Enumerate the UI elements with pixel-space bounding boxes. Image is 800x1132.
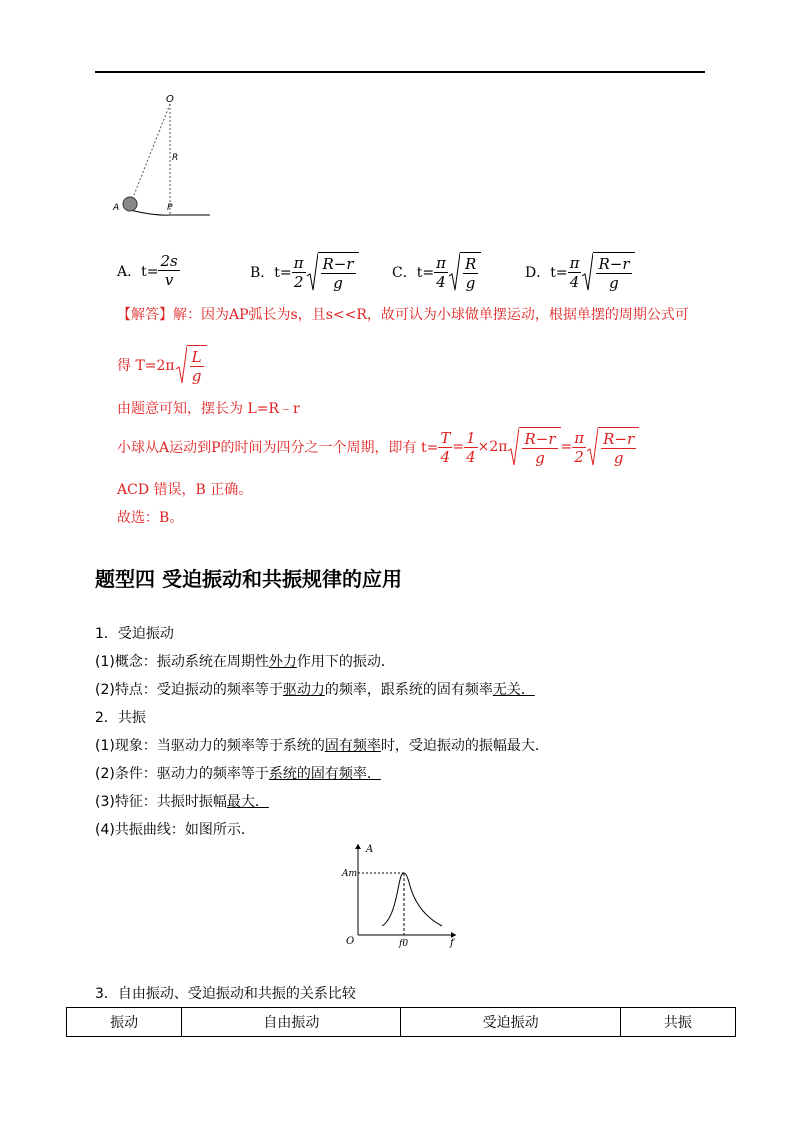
item-1: 1．受迫振动 <box>95 626 174 642</box>
option-c-label: C．t= <box>392 265 435 281</box>
option-d-label: D．t= <box>525 265 568 281</box>
comparison-table <box>66 1007 736 1037</box>
option-d <box>525 252 635 292</box>
table-header-row <box>67 1008 736 1037</box>
answer-line-2-prefix: 得 T=2π <box>117 358 175 374</box>
section-heading: 题型四 受迫振动和共振规律的应用 <box>95 567 402 591</box>
option-d-sqrt: $\frac{R-r}{g}$ <box>581 252 634 292</box>
option-a <box>117 252 180 289</box>
graph-y-label: A <box>366 844 374 855</box>
answer-line-4-prefix: 小球从A运动到P的时间为四分之一个周期，即有 t= <box>117 440 439 456</box>
q1: (1)现象：当驱动力的频率等于系统的固有频率时，受迫振动的振幅最大． <box>95 738 549 754</box>
option-c-sqrt: $\frac{R}{g}$ <box>448 252 481 292</box>
table-header-cell: 自由振动 <box>182 1008 401 1037</box>
answer-line-2 <box>117 345 207 385</box>
fig-label-p: P <box>167 203 173 213</box>
answer-line-2-sqrt: $\frac{L}{g}$ <box>175 345 207 385</box>
graph-x-label: f <box>450 938 454 949</box>
frac-num: 2s <box>160 252 178 270</box>
pendulum-figure <box>110 90 220 220</box>
q2: (2)条件：驱动力的频率等于系统的固有频率． <box>95 766 381 782</box>
frac-den: v <box>164 271 174 289</box>
answer-line-5: ACD 错误，B 正确。 <box>117 482 253 498</box>
resonance-curve-figure <box>338 840 468 950</box>
answer-line-3: 由题意可知，摆长为 L=R﹣r <box>117 401 300 417</box>
table-header-cell: 振动 <box>67 1008 182 1037</box>
graph-origin-label: O <box>346 936 355 947</box>
answer-line-1: 【解答】解：因为AP弧长为s，且s<<R，故可认为小球做单摆运动，根据单摆的周期公式可 <box>117 307 689 323</box>
option-b <box>250 252 359 292</box>
option-b-frac: $\frac{\pi}{2}$ <box>293 253 304 291</box>
table-header-cell: 共振 <box>620 1008 735 1037</box>
option-c-frac: $\frac{\pi}{4}$ <box>436 253 446 291</box>
option-b-sqrt: $\frac{R-r}{g}$ <box>306 252 359 292</box>
p1: (1)概念：振动系统在周期性外力作用下的振动． <box>95 654 395 670</box>
table-header-cell: 受迫振动 <box>401 1008 620 1037</box>
header-rule <box>95 71 705 73</box>
option-d-frac: $\frac{\pi}{4}$ <box>569 253 580 291</box>
fig-label-r: R <box>172 153 179 163</box>
q4: (4)共振曲线：如图所示． <box>95 822 255 838</box>
graph-f0-label: f0 <box>399 939 409 949</box>
fig-label-a: A <box>113 203 120 213</box>
item-2: 2．共振 <box>95 710 146 726</box>
graph-am-label: Am <box>342 869 358 879</box>
fig-label-o: O <box>166 94 174 105</box>
item-3: 3．自由振动、受迫振动和共振的关系比较 <box>95 986 356 1002</box>
p2: (2)特点：受迫振动的频率等于驱动力的频率，跟系统的固有频率无关． <box>95 682 535 698</box>
option-a-frac <box>158 252 179 289</box>
option-c <box>392 252 481 292</box>
answer-line-4: 小球从A运动到P的时间为四分之一个周期，即有 t= $\frac{T}{4}$ = $\frac{1}{4}$ ×2π $\frac{R-r}{g}$ = $\frac{\pi}{2}$ $\frac{R-r}{g}$ <box>117 427 639 467</box>
q3: (3)特征：共振时振幅最大． <box>95 794 269 810</box>
option-b-label: B．t= <box>250 265 292 281</box>
ball <box>123 197 137 211</box>
option-a-label: A．t= <box>117 263 159 280</box>
answer-line-6: 故选：B。 <box>117 510 184 526</box>
